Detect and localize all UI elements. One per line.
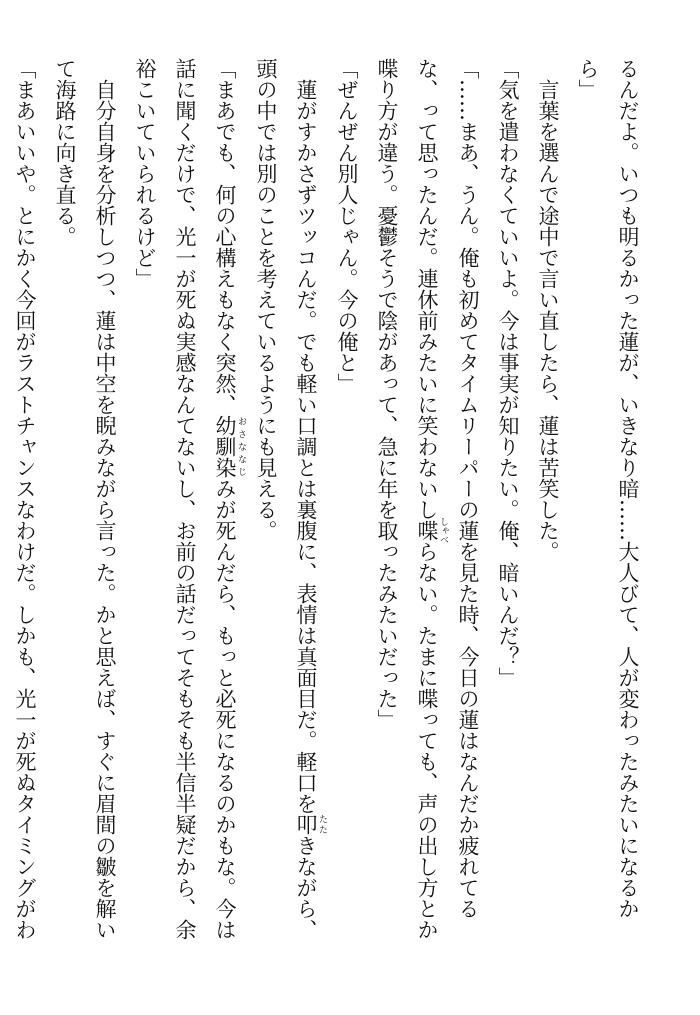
ruby-reading: たた <box>317 814 327 835</box>
text-line: 「ぜんぜん別人じゃん。今の俺と」 <box>335 58 359 394</box>
text-line: 「気を遣わなくていいよ。今は事実が知りたい。俺、暗いんだ？」 <box>496 58 520 688</box>
ruby-reading: しゃべ <box>438 517 448 544</box>
ruby-base: 叩 <box>294 814 318 835</box>
text-line: 自分自身を分析しつつ、蓮は中空を睨みながら言った。かと思えば、すぐに眉間の皺を解い <box>93 58 117 940</box>
text-segment: みが死んだら、もっと必死になるのかもな。今は <box>213 478 237 940</box>
ruby-base: 幼馴染 <box>213 415 237 478</box>
text-line: ら」 <box>576 58 600 100</box>
text-line: 裕こいていられるけど」 <box>133 58 157 289</box>
text-line <box>407 58 448 958</box>
text-line: 言葉を選んで途中で言い直したら、蓮は苦笑した。 <box>536 58 560 562</box>
ruby-reading: おさななじ <box>236 415 246 478</box>
text-line: 頭の中では別のことを考えているようにも見える。 <box>254 58 278 541</box>
text-line: て海路に向き直る。 <box>53 58 77 247</box>
text-line: 話に聞くだけで、光一が死ぬ実感なんてないし、お前の話だってそもそも半信半疑だから、余 <box>173 58 197 940</box>
ruby-annotation <box>213 415 246 478</box>
text-segment: 蓮がすかさずツッコんだ。でも軽い口調とは裏腹に、表情は真面目だ。軽口を <box>294 58 318 814</box>
vertical-text-block <box>0 58 648 958</box>
text-line: 「まあいいや。とにかく今回がラストチャンスなわけだ。しかも、光一が死ぬタイミングがわ <box>13 58 37 940</box>
text-segment: きながら、 <box>294 835 318 940</box>
text-line: 「……まあ、うん。俺も初めてタイムリーパーの蓮を見た時、今日の蓮はなんだか疲れてる <box>456 58 480 919</box>
text-segment: な、って思ったんだ。連休前みたいに笑わないし <box>415 58 439 520</box>
text-line <box>286 58 327 958</box>
text-line: 喋り方が違う。憂鬱そうで陰があって、急に年を取ったみたいだった」 <box>375 58 399 730</box>
text-line <box>205 58 246 958</box>
text-line <box>0 58 5 958</box>
text-line: るんだよ。いつも明るかった蓮が、いきなり暗……大人びて、人が変わったみたいになるか <box>616 58 640 919</box>
text-segment: 「まあでも、何の心構えもなく突然、 <box>213 58 237 415</box>
ruby-base: 喋 <box>415 517 439 544</box>
ruby-annotation <box>415 517 448 544</box>
ruby-annotation <box>294 814 327 835</box>
text-segment: らない。たまに喋っても、声の出し方とか <box>415 541 439 940</box>
